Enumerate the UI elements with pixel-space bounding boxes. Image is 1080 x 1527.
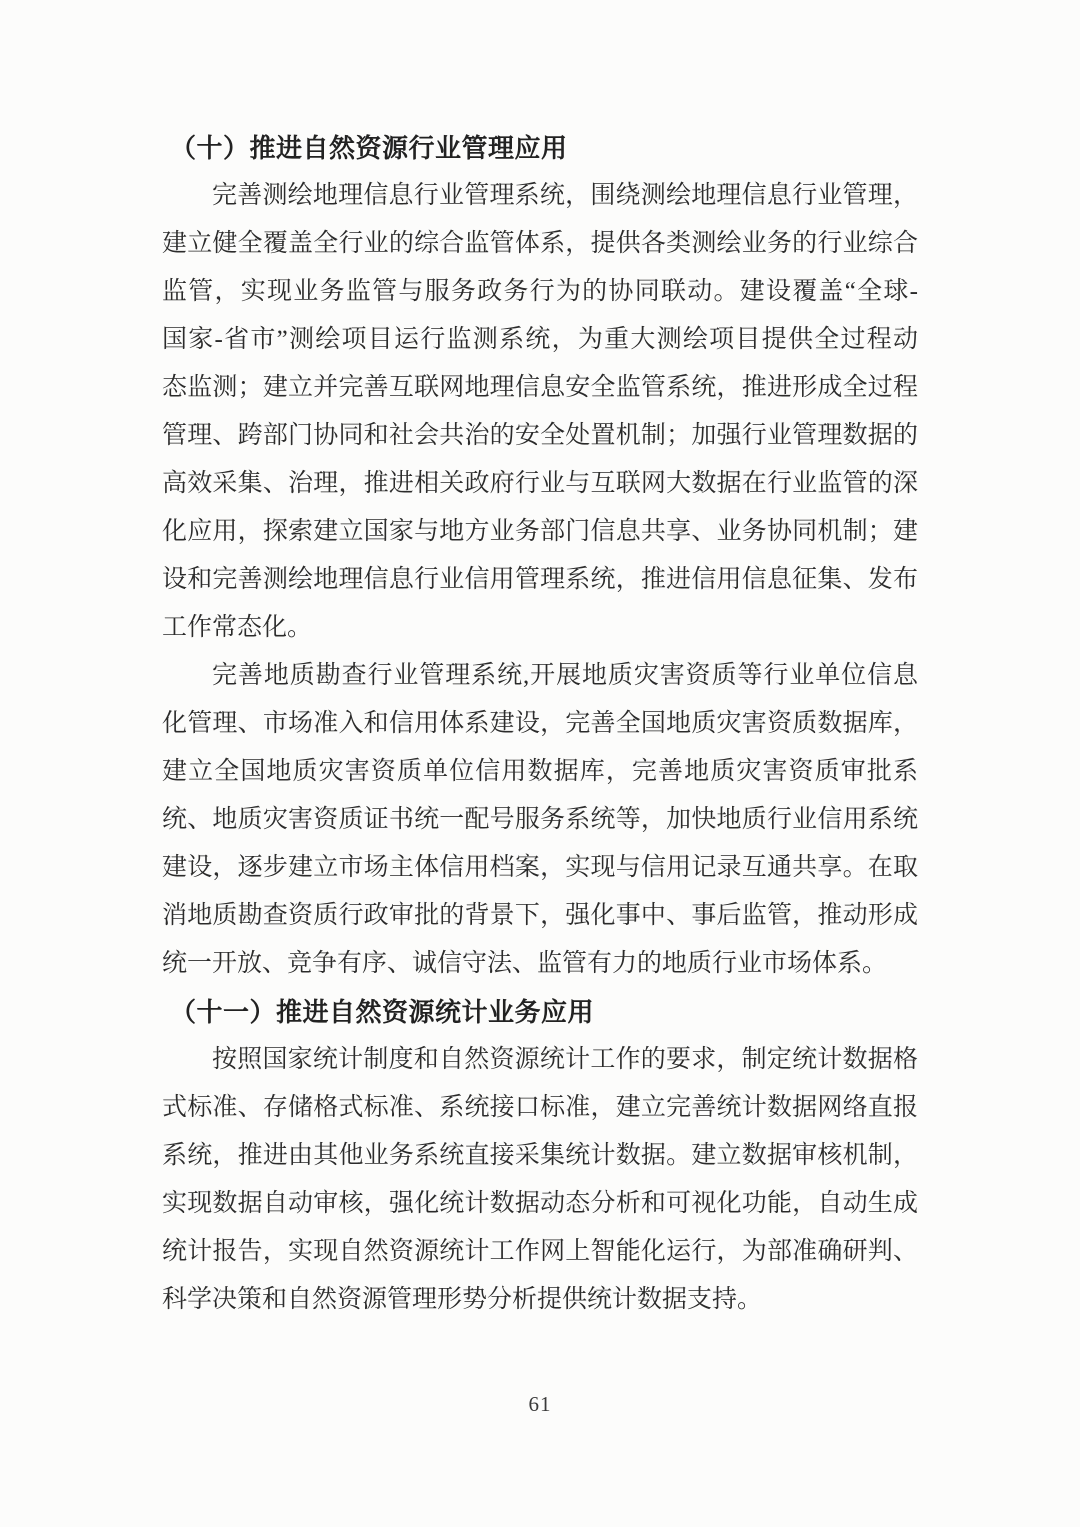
section-heading-11: （十一）推进自然资源统计业务应用 xyxy=(170,997,595,1027)
text-line: 建立健全覆盖全行业的综合监管体系，提供各类测绘业务的行业综合 xyxy=(162,230,918,257)
text-line: 完善测绘地理信息行业管理系统，围绕测绘地理信息行业管理， xyxy=(212,182,918,209)
text-line: 实现数据自动审核，强化统计数据动态分析和可视化功能，自动生成 xyxy=(162,1190,918,1217)
text-line: 系统，推进由其他业务系统直接采集统计数据。建立数据审核机制， xyxy=(162,1142,918,1169)
text-line: 统、地质灾害资质证书统一配号服务系统等，加快地质行业信用系统 xyxy=(162,806,918,833)
page-number: 61 xyxy=(528,1392,552,1416)
text-line: 国家-省市”测绘项目运行监测系统，为重大测绘项目提供全过程动 xyxy=(162,326,918,353)
text-line: 设和完善测绘地理信息行业信用管理系统，推进信用信息征集、发布 xyxy=(162,566,918,593)
text-line: 化管理、市场准入和信用体系建设，完善全国地质灾害资质数据库， xyxy=(162,710,918,737)
text-line: 监管，实现业务监管与服务政务行为的协同联动。建设覆盖“全球- xyxy=(162,278,918,305)
text-line: 消地质勘查资质行政审批的背景下，强化事中、事后监管，推动形成 xyxy=(162,902,918,929)
text-line: 科学决策和自然资源管理形势分析提供统计数据支持。 xyxy=(162,1286,763,1313)
paragraph-geology-industry xyxy=(162,652,918,988)
text-line: 工作常态化。 xyxy=(162,614,313,641)
text-line: 高效采集、治理，推进相关政府行业与互联网大数据在行业监管的深 xyxy=(162,470,918,497)
text-line: 按照国家统计制度和自然资源统计工作的要求，制定统计数据格 xyxy=(212,1046,918,1073)
text-line: 建立全国地质灾害资质单位信用数据库，完善地质灾害资质审批系 xyxy=(162,758,918,785)
text-line: 式标准、存储格式标准、系统接口标准，建立完善统计数据网络直报 xyxy=(162,1094,918,1121)
page-content xyxy=(162,124,918,1324)
text-line: 完善地质勘查行业管理系统,开展地质灾害资质等行业单位信息 xyxy=(212,662,918,689)
text-line: 态监测；建立并完善互联网地理信息安全监管系统，推进形成全过程 xyxy=(162,374,918,401)
text-line: 统一开放、竞争有序、诚信守法、监管有力的地质行业市场体系。 xyxy=(162,950,888,977)
text-line: 建设，逐步建立市场主体信用档案，实现与信用记录互通共享。在取 xyxy=(162,854,918,881)
paragraph-surveying-industry xyxy=(162,172,918,652)
text-line: 化应用，探索建立国家与地方业务部门信息共享、业务协同机制；建 xyxy=(162,518,918,545)
text-line: 统计报告，实现自然资源统计工作网上智能化运行，为部准确研判、 xyxy=(162,1238,918,1265)
paragraph-statistics xyxy=(162,1036,918,1324)
text-line: 管理、跨部门协同和社会共治的安全处置机制；加强行业管理数据的 xyxy=(162,422,918,449)
section-heading-10: （十）推进自然资源行业管理应用 xyxy=(170,133,568,163)
